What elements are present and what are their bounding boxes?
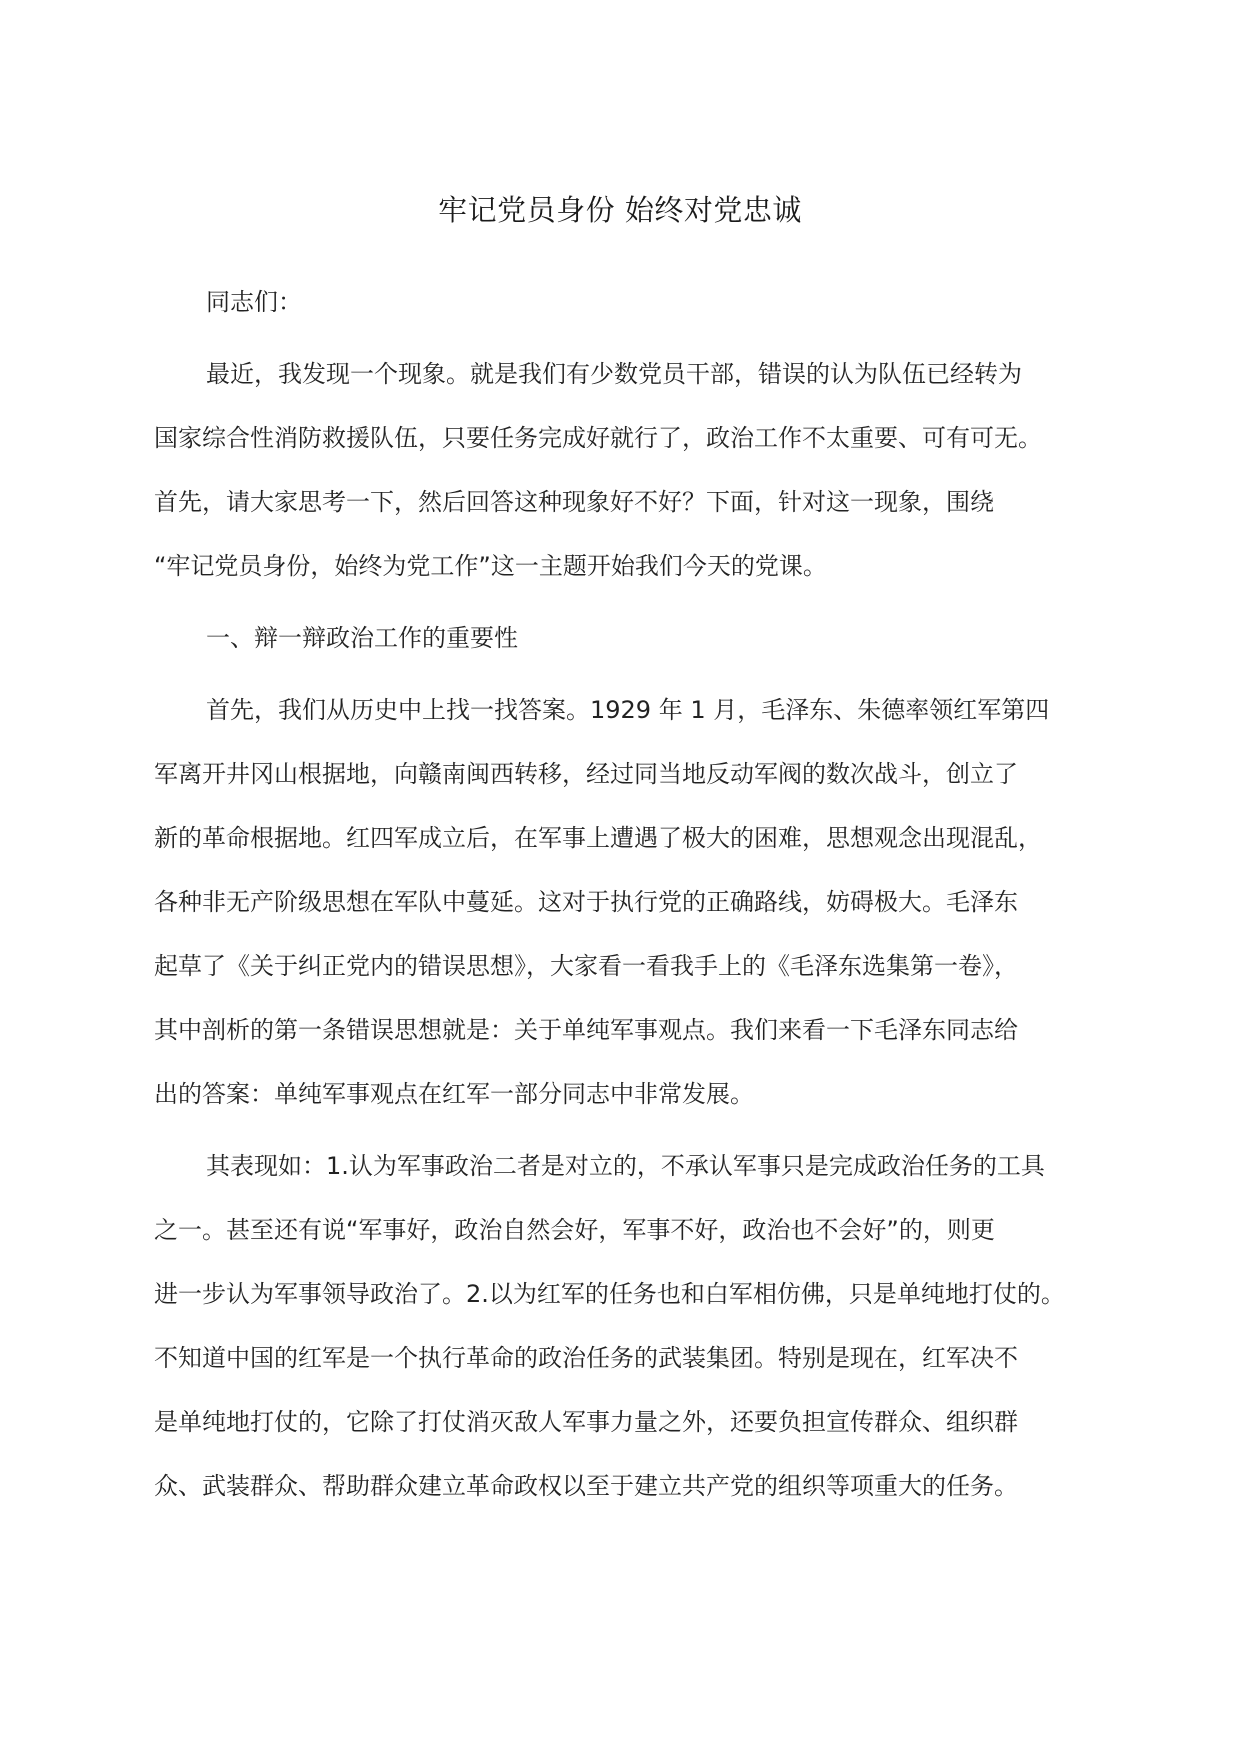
document-title: 牢记党员身份 始终对党忠诚 — [438, 193, 802, 227]
paragraph-line: 出的答案：单纯军事观点在红军一部分同志中非常发展。 — [154, 1080, 754, 1108]
paragraph-line: 首先，我们从历史中上找一找答案。1929 年 1 月，毛泽东、朱德率领红军第四 — [206, 696, 1050, 724]
paragraph-line: 军离开井冈山根据地，向赣南闽西转移，经过同当地反动军阀的数次战斗，创立了 — [154, 760, 1018, 788]
paragraph-line: 进一步认为军事领导政治了。2.以为红军的任务也和白军相仿佛，只是单纯地打仗的。 — [154, 1280, 1065, 1308]
paragraph-line: 国家综合性消防救援队伍，只要任务完成好就行了，政治工作不太重要、可有可无。 — [154, 424, 1042, 452]
document-body — [154, 270, 1094, 1518]
paragraph-line: 最近，我发现一个现象。就是我们有少数党员干部，错误的认为队伍已经转为 — [206, 360, 1022, 388]
paragraph-line: 之一。甚至还有说“军事好，政治自然会好，军事不好，政治也不会好”的，则更 — [154, 1216, 995, 1244]
paragraph-line: “牢记党员身份，始终为党工作”这一主题开始我们今天的党课。 — [154, 552, 827, 580]
paragraph-line: 新的革命根据地。红四军成立后，在军事上遭遇了极大的困难，思想观念出现混乱， — [154, 824, 1042, 852]
paragraph-line: 其表现如：1.认为军事政治二者是对立的，不承认军事只是完成政治任务的工具 — [206, 1152, 1045, 1180]
paragraph-line: 各种非无产阶级思想在军队中蔓延。这对于执行党的正确路线，妨碍极大。毛泽东 — [154, 888, 1018, 916]
paragraph-line: 其中剖析的第一条错误思想就是：关于单纯军事观点。我们来看一下毛泽东同志给 — [154, 1016, 1018, 1044]
paragraph-line: 首先，请大家思考一下，然后回答这种现象好不好？下面，针对这一现象，围绕 — [154, 488, 994, 516]
paragraph-line: 是单纯地打仗的，它除了打仗消灭敌人军事力量之外，还要负担宣传群众、组织群 — [154, 1408, 1018, 1436]
paragraph-line: 不知道中国的红军是一个执行革命的政治任务的武装集团。特别是现在，红军决不 — [154, 1344, 1018, 1372]
paragraph-line: 起草了《关于纠正党内的错误思想》，大家看一看我手上的《毛泽东选集第一卷》， — [154, 952, 1018, 980]
paragraph-line: 众、武装群众、帮助群众建立革命政权以至于建立共产党的组织等项重大的任务。 — [154, 1472, 1018, 1500]
salutation: 同志们： — [206, 288, 302, 316]
section-heading: 一、辩一辩政治工作的重要性 — [206, 624, 518, 652]
